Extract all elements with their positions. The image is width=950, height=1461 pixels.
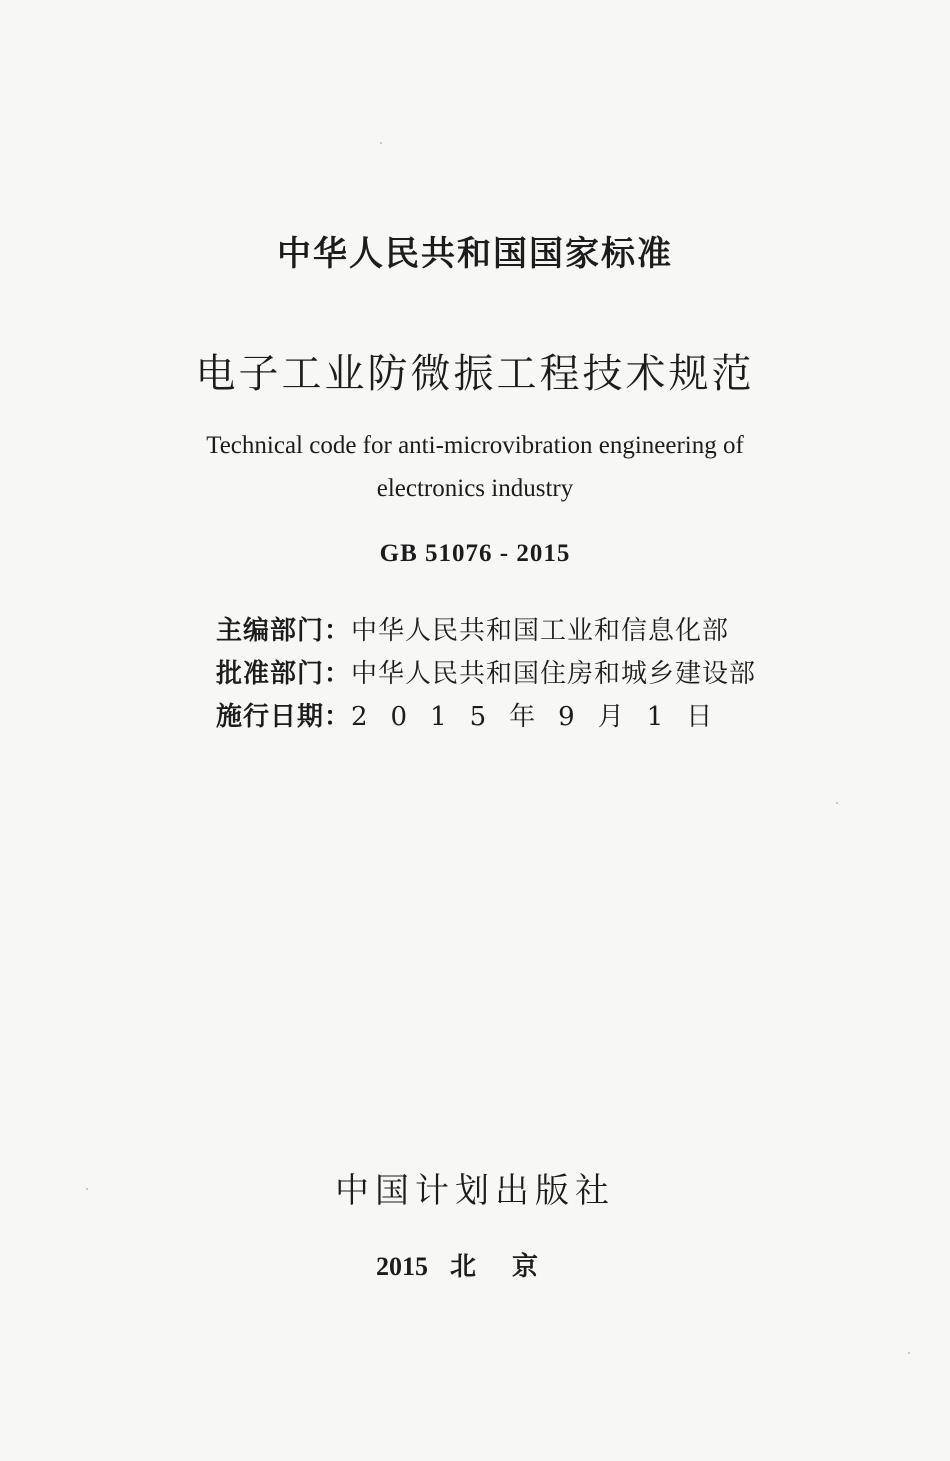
scan-speck <box>380 142 382 144</box>
scan-speck <box>908 1352 910 1354</box>
publication-city: 北京 <box>449 1252 574 1282</box>
approver-row <box>216 653 776 696</box>
english-title-line-1: Technical code for anti-microvibration engineering of <box>206 432 744 459</box>
editor-value: 中华人民共和国工业和信息化部 <box>351 616 730 646</box>
editor-label: 主编部门： <box>216 616 352 646</box>
scan-speck <box>836 802 838 804</box>
publication-place <box>0 1246 950 1283</box>
english-title-line-2: electronics industry <box>376 475 574 502</box>
approver-label: 批准部门： <box>216 659 352 689</box>
publisher-name: 中国计划出版社 <box>335 1171 615 1211</box>
standard-title-english <box>0 424 950 510</box>
editor-row <box>216 610 776 653</box>
effective-date-label: 施行日期： <box>216 702 352 732</box>
standard-title-chinese: 电子工业防微振工程技术规范 <box>195 351 755 397</box>
scan-speck <box>86 1188 88 1190</box>
effective-date-value: 2015年9月1日 <box>351 702 736 732</box>
approver-value: 中华人民共和国住房和城乡建设部 <box>351 659 757 689</box>
standard-code: GB 51076 - 2015 <box>379 540 571 567</box>
publication-year: 2015 <box>375 1252 428 1281</box>
effective-date-row <box>216 696 776 739</box>
national-standard-heading: 中华人民共和国国家标准 <box>277 234 673 274</box>
standard-meta <box>216 610 776 739</box>
